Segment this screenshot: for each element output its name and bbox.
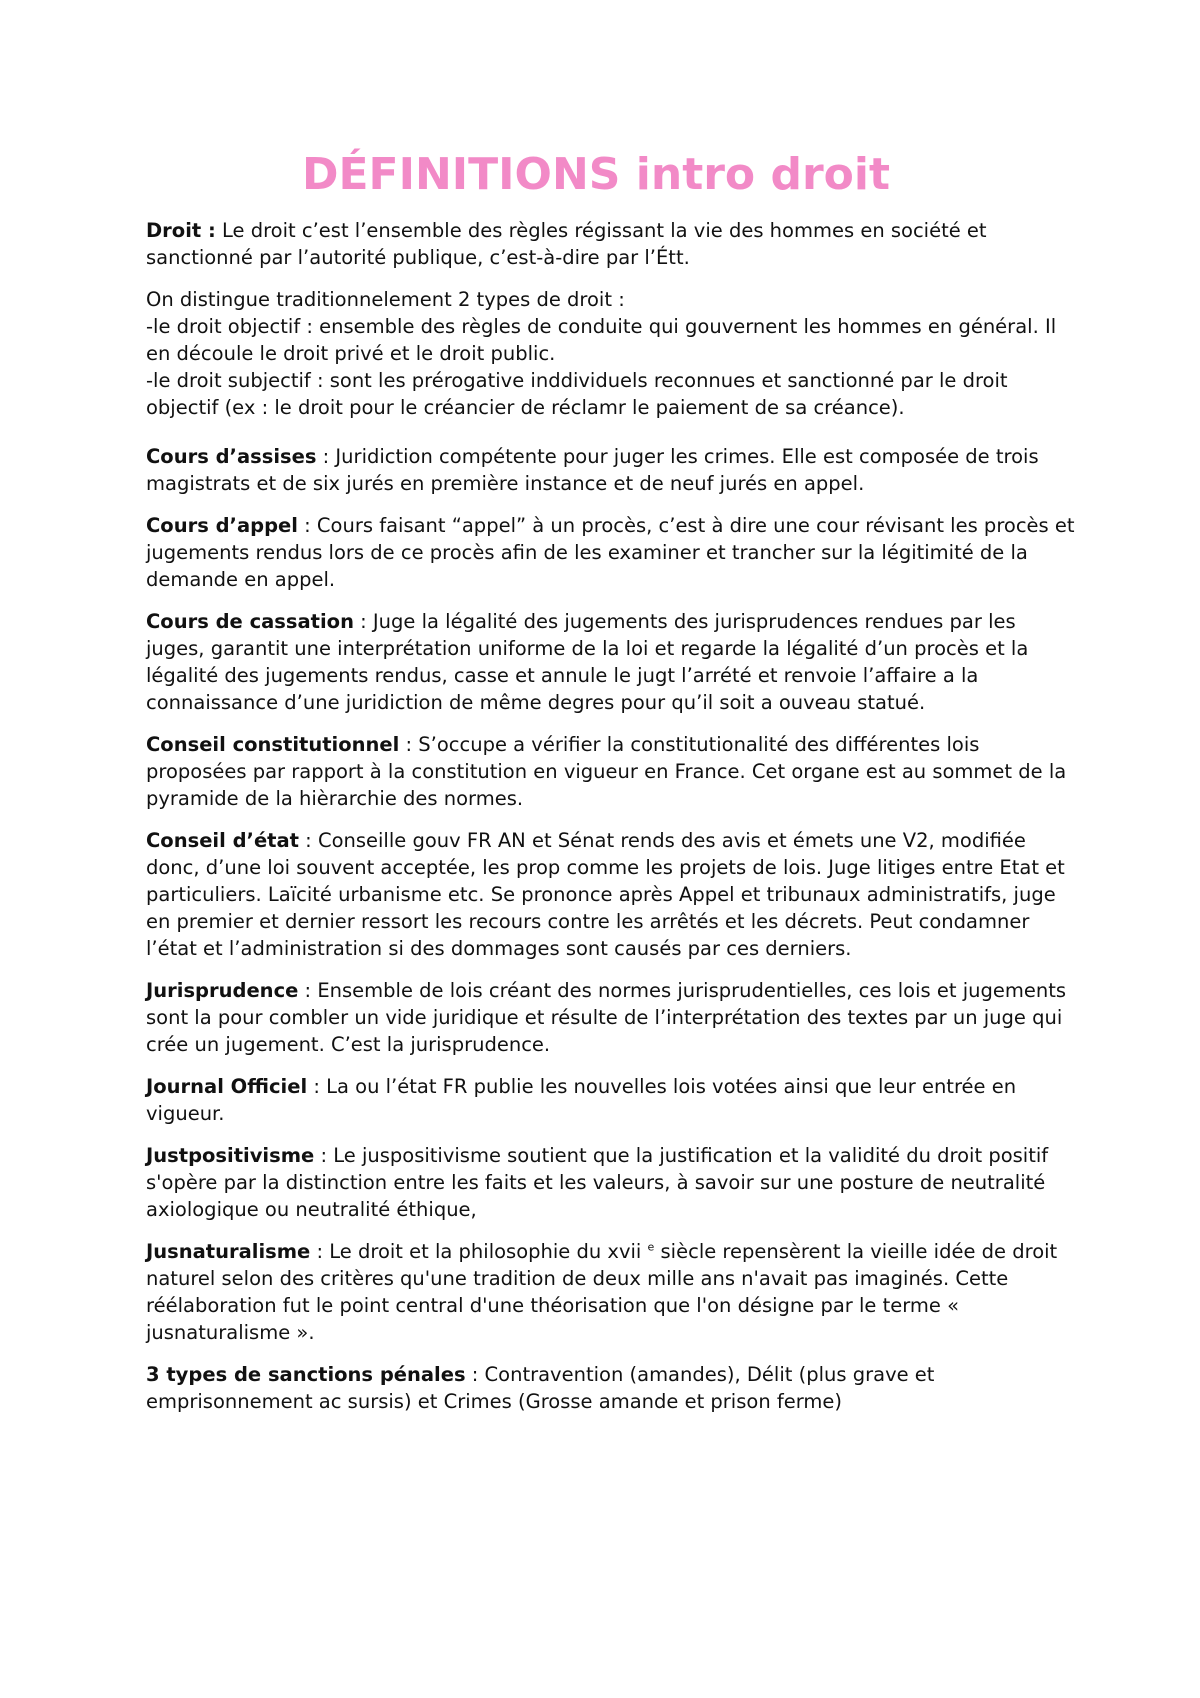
- droit-objectif-line: -le droit objectif : ensemble des règles de conduite qui gouvernent les hommes en général. Il en découle le droit privé et le droit public.: [146, 315, 1057, 365]
- definition-jurisprudence: [146, 977, 1076, 1058]
- definition-jusnaturalisme: [146, 1238, 1076, 1346]
- definition-journal-officiel: [146, 1073, 1076, 1127]
- definition-term: Jurisprudence: [146, 979, 299, 1002]
- droit-subjectif-line: -le droit subjectif : sont les prérogative inddividuels reconnues et sanctionné par le droit objectif (ex : le droit pour le créancier de réclamr le paiement de sa créance).: [146, 369, 1008, 419]
- definition-term: Cours de cassation: [146, 610, 354, 633]
- definition-sanctions-penales: [146, 1361, 1076, 1415]
- definition-term: Cours d’appel: [146, 514, 298, 537]
- definition-text: : S’occupe a vérifier la constitutionalité des différentes lois proposées par rapport à la constitution en vigueur en France. Cet organe est au sommet de la pyramide de la hièrarchie des normes.: [146, 733, 1067, 810]
- droit-types-intro: On distingue traditionnelement 2 types de droit :: [146, 288, 625, 311]
- definition-cours-appel: [146, 512, 1076, 593]
- document-page: [146, 0, 1076, 1430]
- definition-text: : Le juspositivisme soutient que la justification et la validité du droit positif s'opère par la distinction entre les faits et les valeurs, à savoir sur une posture de neutralité axiologique ou neutralité éthique,: [146, 1144, 1049, 1221]
- definition-text: : Contravention (amandes), Délit (plus grave et emprisonnement ac sursis) et Crimes (Grosse amande et prison ferme): [146, 1363, 935, 1413]
- definition-term: Journal Officiel: [146, 1075, 308, 1098]
- definition-cours-assises: [146, 443, 1076, 497]
- definitions-list: [146, 217, 1076, 1415]
- definition-text: : Le droit et la philosophie du xvii: [310, 1240, 648, 1263]
- definition-text: : Juridiction compétente pour juger les crimes. Elle est composée de trois magistrats et de six jurés en première instance et de neuf jurés en appel.: [146, 445, 1039, 495]
- definition-term: Cours d’assises: [146, 445, 317, 468]
- definition-term: 3 types de sanctions pénales: [146, 1363, 466, 1386]
- definition-text: : Ensemble de lois créant des normes jurisprudentielles, ces lois et jugements sont la pour combler un vide juridique et résulte de l’interprétation des textes par un juge qui crée un jugement. C’est la jurisprudence.: [146, 979, 1067, 1056]
- definition-text: Le droit c’est l’ensemble des règles régissant la vie des hommes en société et sanctionné par l’autorité publique, c’est-à-dire par l’Étt.: [146, 219, 987, 269]
- definition-text: : Conseille gouv FR AN et Sénat rends des avis et émets une V2, modifiée donc, d’une loi souvent acceptée, les prop comme les projets de lois. Juge litiges entre Etat et particuliers. Laïcité urbanisme etc. Se prononce après Appel et tribunaux administratifs, juge en premier et dernier ressort les recours contre les arrêtés et les décrets. Peut condamner l’état et l’administration si des dommages sont causés par ces derniers.: [146, 829, 1065, 960]
- definition-text: : Cours faisant “appel” à un procès, c’est à dire une cour révisant les procès et jugements rendus lors de ce procès afin de les examiner et trancher sur la légitimité de la demande en appel.: [146, 514, 1075, 591]
- definition-term: Justpositivisme: [146, 1144, 315, 1167]
- definition-term: Droit :: [146, 219, 216, 242]
- definition-term: Jusnaturalisme: [146, 1240, 311, 1263]
- document-title: DÉFINITIONS intro droit: [301, 149, 891, 200]
- century-superscript: e: [647, 1240, 655, 1254]
- definition-text: : La ou l’état FR publie les nouvelles lois votées ainsi que leur entrée en vigueur.: [146, 1075, 1017, 1125]
- definition-droit: [146, 217, 1076, 271]
- droit-types-paragraph: [146, 286, 1076, 421]
- definition-term: Conseil d’état: [146, 829, 299, 852]
- definition-text: : Juge la légalité des jugements des jurisprudences rendues par les juges, garantit une interprétation uniforme de la loi et regarde la légalité d’un procès et la légalité des jugements rendus, casse et annule le jugt l’arrété et renvoie l’affaire a la connaissance d’une juridiction de même degres pour qu’il soit a ouveau statué.: [146, 610, 1029, 714]
- definition-justpositivisme: [146, 1142, 1076, 1223]
- definition-text-continued: siècle repensèrent la vieille idée de droit naturel selon des critères qu'une tradition de deux mille ans n'avait pas imaginés. Cette réélaboration fut le point central d'une théorisation que l'on désigne par le terme « jusnaturalisme ».: [146, 1240, 1058, 1344]
- definition-conseil-etat: [146, 827, 1076, 962]
- definition-conseil-constitutionnel: [146, 731, 1076, 812]
- definition-term: Conseil constitutionnel: [146, 733, 400, 756]
- definition-cours-cassation: [146, 608, 1076, 716]
